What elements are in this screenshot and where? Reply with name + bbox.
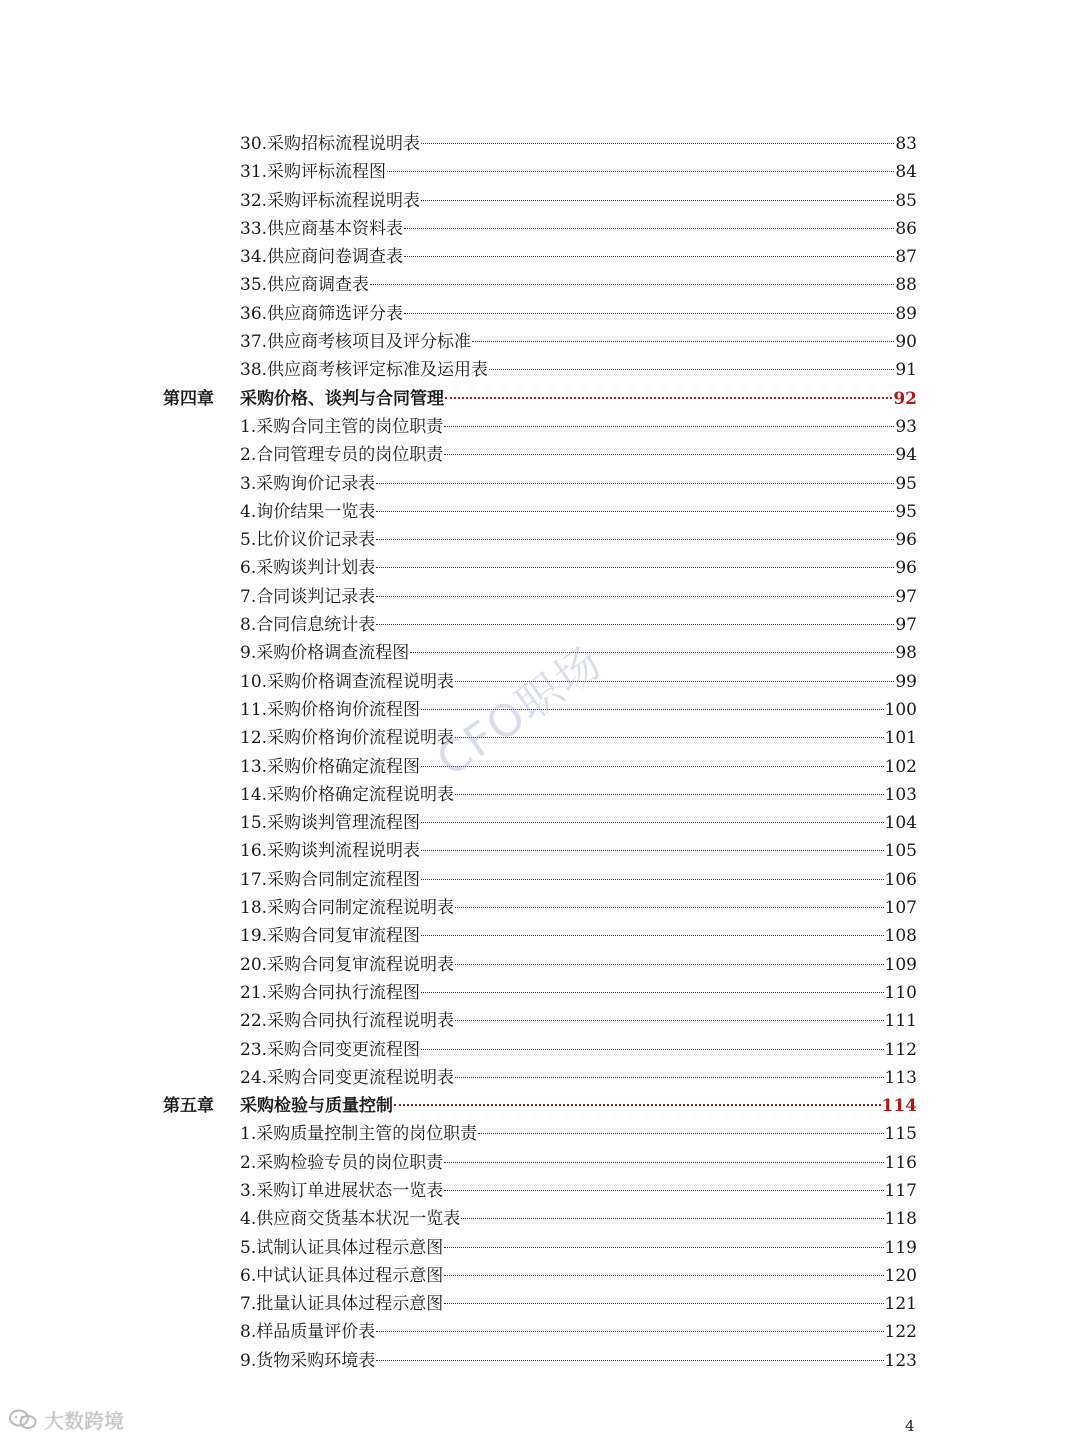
chapter-title: 采购价格、谈判与合同管理 [240,388,444,409]
dot-leader [376,539,894,540]
toc-page-number: 83 [895,134,917,154]
toc-page-number: 112 [884,1039,917,1060]
toc-row [0,979,1080,1007]
toc-page-number: 89 [895,303,917,324]
toc-page-number: 100 [884,699,917,720]
toc-entry-title: 31.采购评标流程图 [240,162,387,183]
dot-leader [404,228,894,229]
toc-page-number: 104 [884,813,917,834]
toc-row [0,837,1080,865]
toc-entry [240,1064,917,1092]
dot-leader [394,1104,881,1106]
toc-entry-title: 38.供应商考核评定标准及运用表 [240,360,489,381]
toc-page-number: 119 [884,1237,917,1258]
toc-row [0,753,1080,781]
toc-entry-title: 17.采购合同制定流程图 [240,869,421,890]
toc-page-number: 95 [895,501,917,522]
toc-entry-title: 30.采购招标流程说明表 [240,134,421,154]
toc-page-number: 93 [895,416,917,437]
toc-row [0,866,1080,894]
dot-leader [376,567,894,568]
dot-leader [445,397,892,399]
dot-leader [376,483,894,484]
chapter-number: 第四章 [163,388,214,409]
toc-entry-title: 9.采购价格调查流程图 [240,643,410,664]
toc-row [0,611,1080,639]
dot-leader [421,200,894,201]
toc-entry-title: 7.批量认证具体过程示意图 [240,1294,444,1315]
toc-page-number: 91 [895,360,917,381]
toc-entry-title: 1.采购质量控制主管的岗位职责 [240,1124,478,1145]
toc-entry-title: 8.合同信息统计表 [240,615,376,636]
toc-page-number: 98 [895,643,917,664]
dot-leader [455,1077,884,1078]
toc-entry-title: 4.供应商交货基本状况一览表 [240,1209,461,1230]
toc-entry-title: 22.采购合同执行流程说明表 [240,1011,455,1032]
toc-entry [240,554,917,582]
toc-row [0,300,1080,328]
toc-page-number: 113 [884,1067,917,1088]
dot-leader [376,1331,883,1332]
toc-page-number: 108 [884,926,917,947]
toc-page-number: 107 [884,898,917,919]
dot-leader [444,426,894,427]
toc-entry [240,894,917,922]
toc-entry [240,1092,917,1120]
toc-entry [240,300,917,328]
dot-leader [478,1133,883,1134]
toc-page-number: 88 [895,275,917,296]
toc-entry-title: 32.采购评标流程说明表 [240,190,421,211]
dot-leader [444,1247,883,1248]
toc-entry-title: 12.采购价格询价流程说明表 [240,728,455,749]
toc-page-number: 90 [895,332,917,353]
toc-entry [240,1120,917,1148]
source-watermark-label: 大数跨境 [44,1409,124,1433]
toc-entry-title: 2.采购检验专员的岗位职责 [240,1152,444,1173]
toc-entry [240,753,917,781]
toc-entry [240,271,917,299]
toc-page-number: 101 [884,728,917,749]
toc-page-number: 118 [884,1209,917,1230]
toc-entry-title: 6.中试认证具体过程示意图 [240,1265,444,1286]
toc-entry [240,837,917,865]
toc-page-number: 106 [884,869,917,890]
toc-row [0,328,1080,356]
toc-page-number: 115 [884,1124,917,1145]
dot-leader [376,1360,883,1361]
toc-page-number: 103 [884,784,917,805]
toc-entry [240,809,917,837]
toc-row [0,951,1080,979]
source-watermark [8,1405,124,1434]
toc-row [0,1120,1080,1148]
toc-page-number: 84 [895,162,917,183]
toc-page-number: 111 [884,1011,917,1032]
toc-entry-title: 20.采购合同复审流程说明表 [240,954,455,975]
toc-page-number: 102 [884,756,917,777]
toc-row [0,470,1080,498]
toc-entry [240,583,917,611]
toc-entry [240,385,917,413]
toc-entry-title: 13.采购价格确定流程图 [240,756,421,777]
dot-leader [455,794,884,795]
toc-row [0,1007,1080,1035]
toc-entry-title: 35.供应商调查表 [240,275,370,296]
dot-leader [404,256,894,257]
toc-row [0,1149,1080,1177]
toc-entry-title: 15.采购谈判管理流程图 [240,813,421,834]
toc-page-number: 86 [895,218,917,239]
toc-entry [240,1205,917,1233]
toc-row [0,1234,1080,1262]
dot-leader [472,341,894,342]
toc-row [0,187,1080,215]
toc-row [0,441,1080,469]
toc-entry-title: 3.采购询价记录表 [240,473,376,494]
toc-entry [240,498,917,526]
toc-chapter-row [0,385,1080,413]
toc-entry-title: 8.样品质量评价表 [240,1322,376,1343]
table-of-contents [0,130,1080,1375]
toc-row [0,1064,1080,1092]
toc-row [0,1036,1080,1064]
toc-entry [240,130,917,158]
toc-page-number: 95 [895,473,917,494]
toc-entry-title: 9.货物采购环境表 [240,1350,376,1371]
dot-leader [421,935,884,936]
chapter-number: 第五章 [163,1096,214,1117]
toc-row [0,271,1080,299]
toc-entry [240,922,917,950]
dot-leader [455,907,884,908]
dot-leader [387,171,894,172]
dot-leader [421,1049,884,1050]
dot-leader [370,284,894,285]
toc-row [0,922,1080,950]
toc-entry [240,1262,917,1290]
toc-entry [240,866,917,894]
toc-page-number: 121 [884,1294,917,1315]
toc-entry-title: 6.采购谈判计划表 [240,558,376,579]
toc-row [0,215,1080,243]
toc-entry-title: 5.试制认证具体过程示意图 [240,1237,444,1258]
toc-chapter-row [0,1092,1080,1120]
toc-page-number: 99 [895,671,917,692]
toc-entry-title: 21.采购合同执行流程图 [240,982,421,1003]
chapter-title: 采购检验与质量控制 [240,1096,393,1117]
wechat-logo-icon [8,1408,38,1432]
toc-page-number: 120 [884,1265,917,1286]
toc-entry [240,413,917,441]
toc-entry [240,441,917,469]
toc-page-number: 122 [884,1322,917,1343]
toc-entry-title: 5.比价议价记录表 [240,530,376,551]
dot-leader [404,313,894,314]
toc-page-number: 97 [895,586,917,607]
toc-row [0,781,1080,809]
toc-page-number: 96 [895,558,917,579]
dot-leader [455,1020,884,1021]
toc-row [0,498,1080,526]
dot-leader [376,596,894,597]
toc-entry [240,526,917,554]
toc-page-number: 105 [884,841,917,862]
toc-entry [240,1347,917,1375]
toc-page-number: 96 [895,530,917,551]
toc-entry [240,724,917,752]
toc-entry-title: 19.采购合同复审流程图 [240,926,421,947]
toc-row [0,1318,1080,1346]
toc-entry-title: 4.询价结果一览表 [240,501,376,522]
toc-entry [240,328,917,356]
dot-leader [421,879,884,880]
toc-entry [240,215,917,243]
toc-row [0,1347,1080,1375]
toc-page-number: 97 [895,615,917,636]
dot-leader [421,822,884,823]
toc-page-number: 92 [893,388,917,409]
toc-row [0,1262,1080,1290]
toc-entry [240,1234,917,1262]
toc-entry-title: 33.供应商基本资料表 [240,218,404,239]
toc-entry [240,1007,917,1035]
toc-page-number: 87 [895,247,917,268]
toc-entry [240,158,917,186]
dot-leader [376,624,894,625]
toc-page-number: 117 [884,1180,917,1201]
dot-leader [461,1218,883,1219]
toc-entry-title: 37.供应商考核项目及评分标准 [240,332,472,353]
dot-leader [444,454,894,455]
toc-entry-title: 11.采购价格询价流程图 [240,699,421,720]
toc-entry-title: 16.采购谈判流程说明表 [240,841,421,862]
toc-entry [240,356,917,384]
toc-row [0,243,1080,271]
toc-page-number: 109 [884,954,917,975]
toc-entry-title: 18.采购合同制定流程说明表 [240,898,455,919]
toc-entry [240,951,917,979]
toc-row [0,1290,1080,1318]
toc-entry-title: 23.采购合同变更流程图 [240,1039,421,1060]
toc-row [0,583,1080,611]
dot-leader [444,1303,883,1304]
toc-page-number: 85 [895,190,917,211]
dot-leader [421,992,884,993]
dot-leader [410,652,894,653]
toc-page-number: 94 [895,445,917,466]
toc-page-number: 116 [884,1152,917,1173]
toc-entry-title: 36.供应商筛选评分表 [240,303,404,324]
toc-entry [240,1290,917,1318]
toc-entry-title: 3.采购订单进展状态一览表 [240,1180,444,1201]
toc-row [0,1177,1080,1205]
dot-leader [444,1162,883,1163]
toc-entry-title: 10.采购价格调查流程说明表 [240,671,455,692]
toc-row [0,413,1080,441]
page-number: 4 [905,1417,915,1435]
toc-row [0,158,1080,186]
dot-leader [444,1190,883,1191]
toc-entry [240,781,917,809]
toc-row [0,526,1080,554]
toc-row [0,130,1080,158]
toc-page-number: 123 [884,1350,917,1371]
dot-leader [489,369,894,370]
toc-entry [240,187,917,215]
toc-entry [240,470,917,498]
toc-row [0,356,1080,384]
toc-entry [240,1177,917,1205]
toc-entry-title: 24.采购合同变更流程说明表 [240,1067,455,1088]
toc-entry-title: 2.合同管理专员的岗位职责 [240,445,444,466]
toc-entry-title: 34.供应商问卷调查表 [240,247,404,268]
watermark-text: CFO职场 [427,636,612,787]
toc-row [0,894,1080,922]
toc-entry [240,979,917,1007]
toc-row [0,554,1080,582]
dot-leader [444,1275,883,1276]
toc-entry [240,1149,917,1177]
toc-entry-title: 1.采购合同主管的岗位职责 [240,416,444,437]
toc-entry [240,1036,917,1064]
toc-entry-title: 14.采购价格确定流程说明表 [240,784,455,805]
toc-row [0,809,1080,837]
toc-entry [240,243,917,271]
dot-leader [376,511,894,512]
toc-row [0,1205,1080,1233]
toc-page-number: 110 [884,982,917,1003]
toc-entry-title: 7.合同谈判记录表 [240,586,376,607]
dot-leader [455,964,884,965]
dot-leader [421,143,894,144]
dot-leader [421,850,884,851]
toc-entry [240,1318,917,1346]
toc-page-number: 114 [881,1096,917,1117]
